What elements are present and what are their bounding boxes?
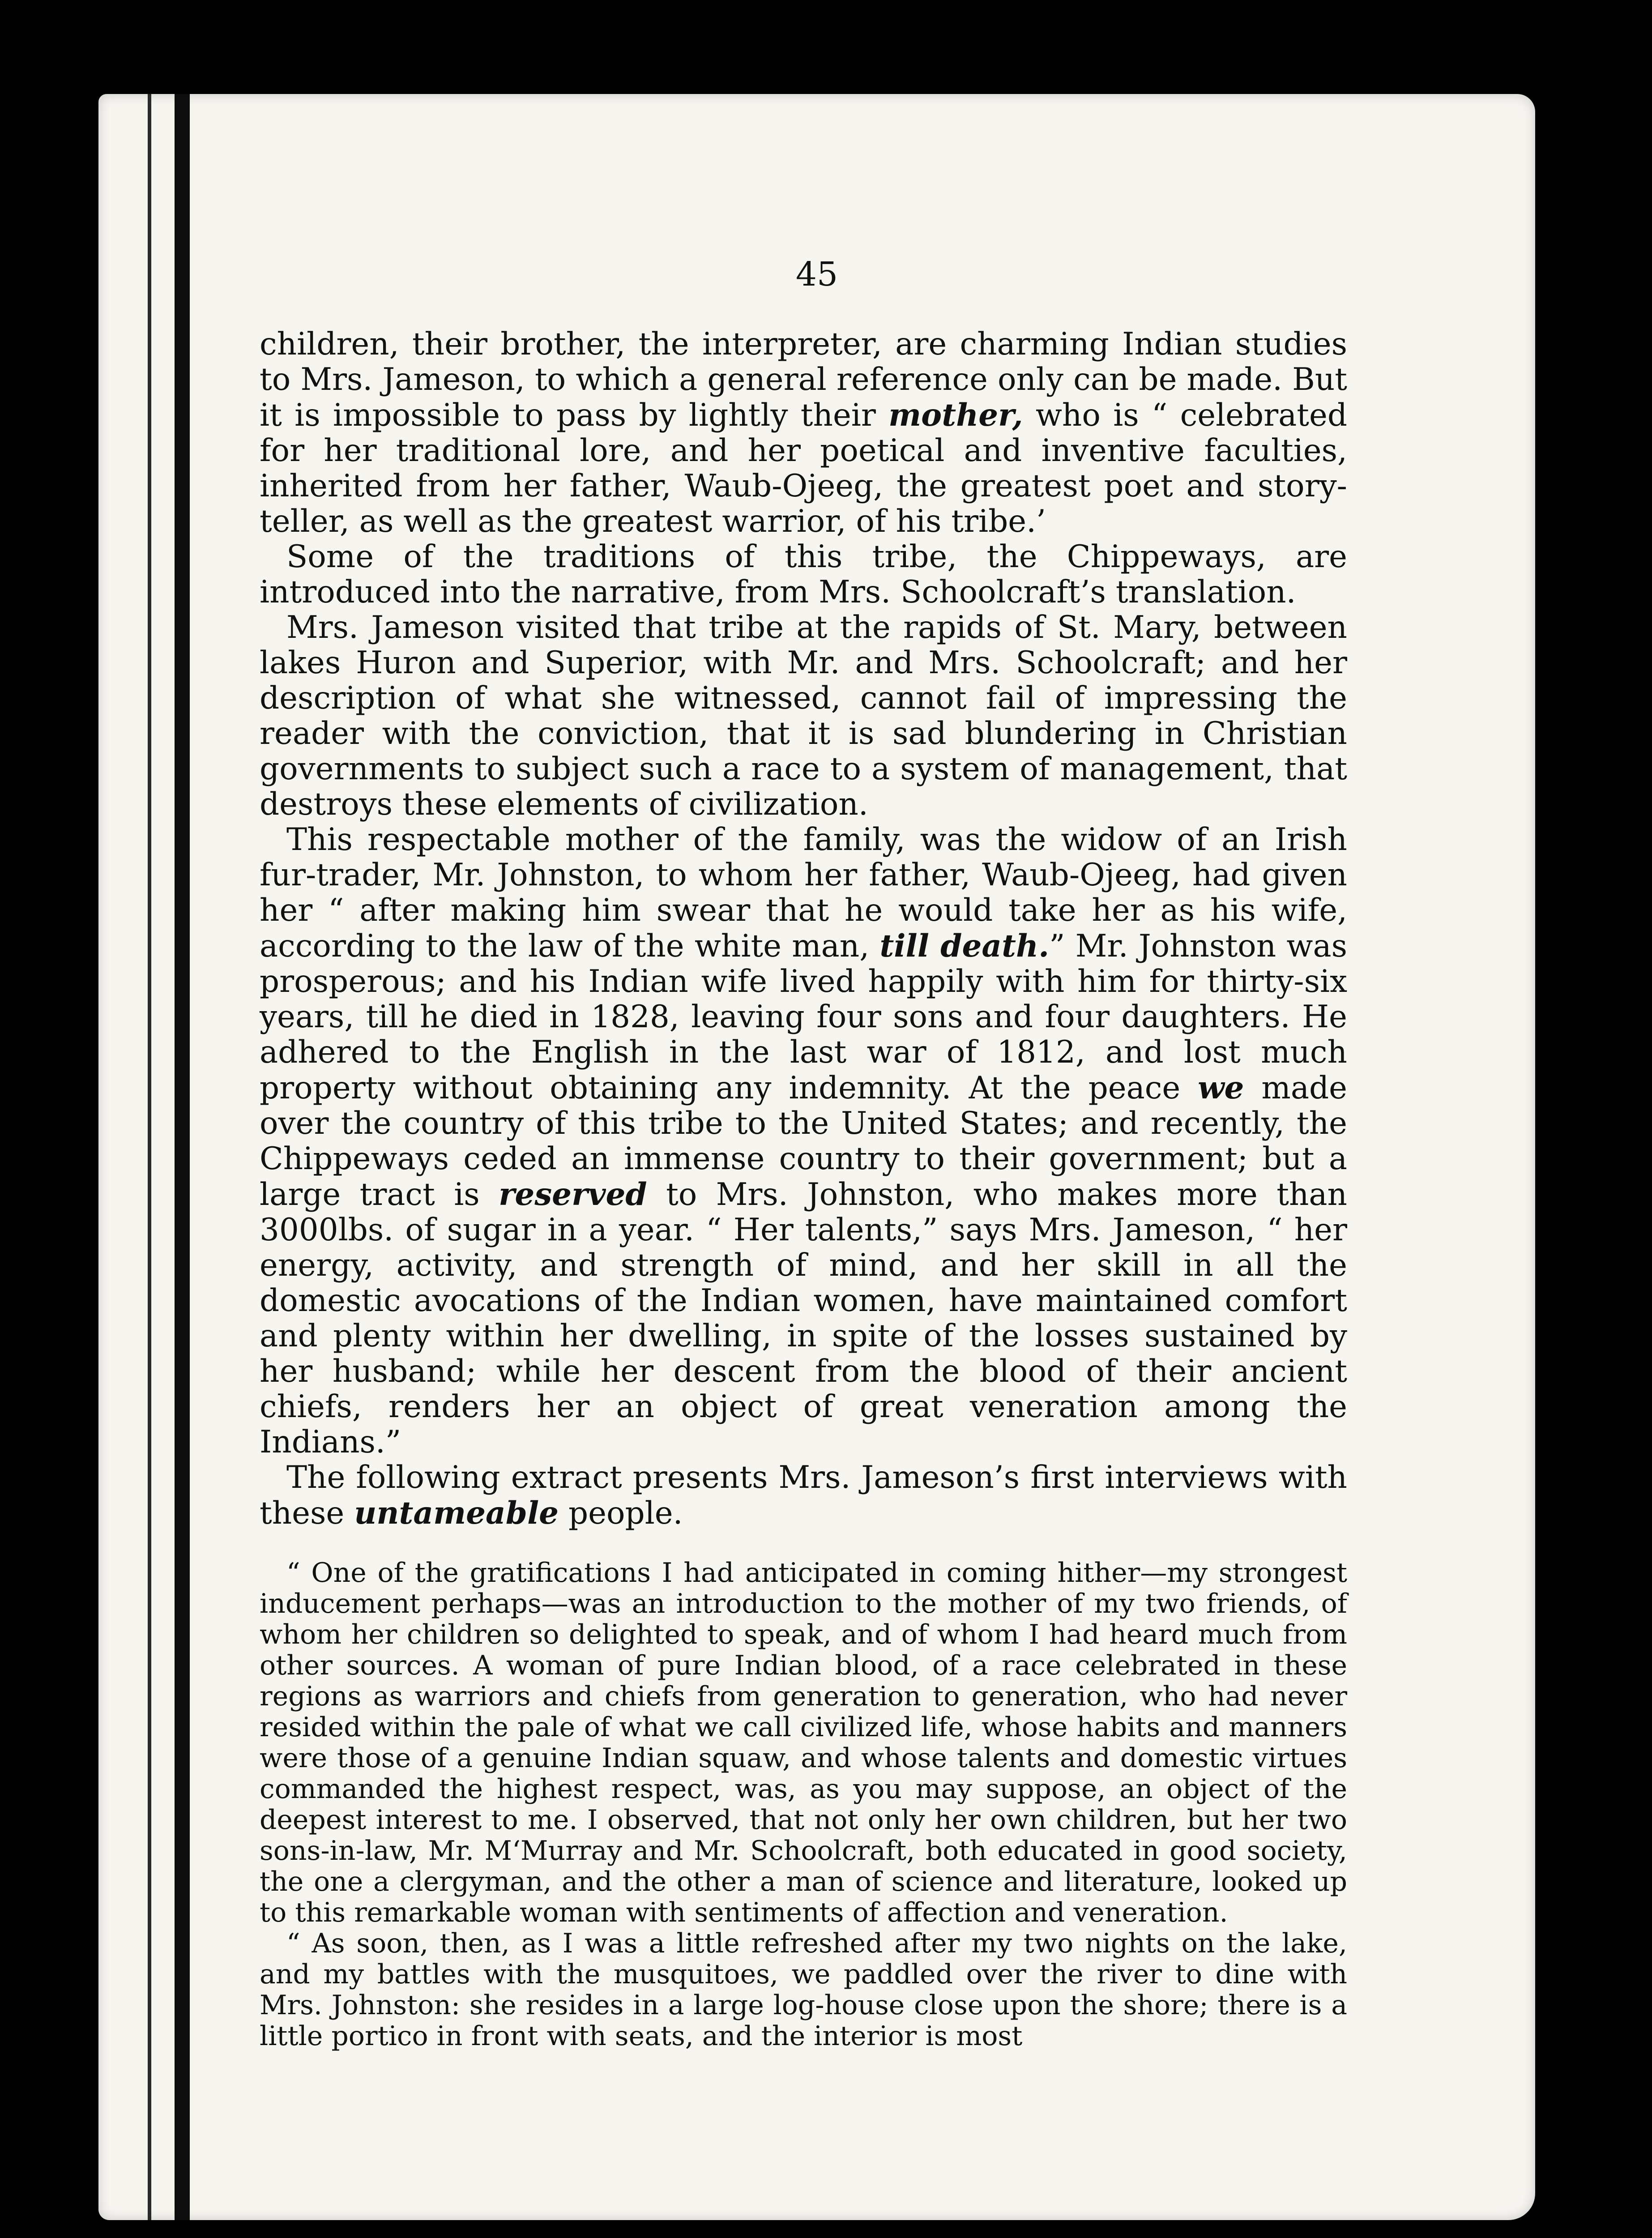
main-text: [260, 327, 1347, 1531]
main-paragraph: [260, 1460, 1347, 1531]
quoted-extract: [260, 1558, 1347, 2052]
text-run: “ One of the gratifications I had anticipated in coming hither—my strongest inducement perhaps—was an introduction to the mother of my two friends, of whom her children so delighted to speak, and of whom I had heard much from other sources. A woman of pure Indian blood, of a race celebrated in these regions as warriors and chiefs from generation to generation, who had never resided within the pale of what we call civilized life, whose habits and manners were those of a genuine Indian squaw, and whose talents and domestic virtues commanded the highest respect, was, as you may suppose, an object of the deepest interest to me. I observed, that not only her own children, but her two sons-in-law, Mr. M‘Murray and Mr. Schoolcraft, both educated in good society, the one a clergyman, and the other a man of science and literature, looked up to this remarkable woman with sentiments of affection and veneration.: [260, 1557, 1347, 1928]
text-run: people.: [559, 1495, 683, 1531]
text-run: “ As soon, then, as I was a little refreshed after my two nights on the lake, and my battles with the musquitoes, we paddled over the river to dine with Mrs. Johnston: she resides in a large log-house close upon the shore; there is a little portico in front with seats, and the interior is most: [260, 1928, 1347, 2052]
text-run: This respectable mother of the family, was the widow of an Irish fur-trader, Mr. Johnston, to whom her father, Waub-Ojeeg, had given her “ after making him swear that he would take her as his wife, according to the law of the white man,: [260, 822, 1347, 964]
italic-text: we: [1198, 1070, 1244, 1106]
italic-text: untameable: [354, 1495, 559, 1531]
italic-text: reserved: [499, 1176, 647, 1213]
quote-paragraph: [260, 1928, 1347, 2052]
book-page: [98, 94, 1535, 2220]
main-paragraph: [260, 539, 1347, 610]
text-run: Mrs. Jameson visited that tribe at the rapids of St. Mary, between lakes Huron and Superior, with Mr. and Mrs. Schoolcraft; and her description of what she witnessed, cannot fail of impressing the reader with the conviction, that it is sad blundering in Christian governments to subject such a race to a system of management, that destroys these elements of civilization.: [260, 610, 1347, 822]
main-paragraph: [260, 327, 1347, 539]
main-paragraph: [260, 610, 1347, 822]
text-run: children, their brother, the interpreter, are charming Indian studies to Mrs. Jameson, to which a general reference only can be made. But it is impossible to pass by lightly their: [260, 326, 1347, 433]
quote-paragraph: [260, 1558, 1347, 1928]
text-run: who is “ celebrated for her traditional lore, and her poetical and inventive faculties, inherited from her father, Waub-Ojeeg, the greatest poet and story-teller, as well as the greatest warrior, of his tribe.’: [260, 397, 1347, 539]
page-number: 45: [795, 255, 838, 294]
text-run: The following extract presents Mrs. Jameson’s first interviews with these: [260, 1460, 1347, 1531]
text-run: to Mrs. Johnston, who makes more than 3000lbs. of sugar in a year. “ Her talents,” says Mrs. Jameson, “ her energy, activity, and strength of mind, and her skill in all the domestic avocations of the Indian women, have maintained comfort and plenty within her dwelling, in spite of the losses sustained by her husband; while her descent from the blood of their ancient chiefs, renders her an object of great veneration among the Indians.”: [260, 1177, 1347, 1460]
main-paragraph: [260, 822, 1347, 1460]
italic-text: till death.: [879, 928, 1050, 964]
text-run: made over the country of this tribe to the United States; and recently, the Chippeways ceded an immense country to their government; but a large tract is: [260, 1070, 1347, 1213]
text-run: Some of the traditions of this tribe, the Chippeways, are introduced into the narrative, from Mrs. Schoolcraft’s translation.: [260, 539, 1347, 610]
binding-shadow: [175, 94, 190, 2220]
text-run: ” Mr. Johnston was prosperous; and his Indian wife lived happily with him for thirty-six years, till he died in 1828, leaving four sons and four daughters. He adhered to the English in the last war of 1812, and lost much property without obtaining any indemnity. At the peace: [260, 928, 1348, 1106]
italic-text: mother,: [888, 397, 1023, 433]
binding-shadow-thin: [148, 94, 151, 2220]
